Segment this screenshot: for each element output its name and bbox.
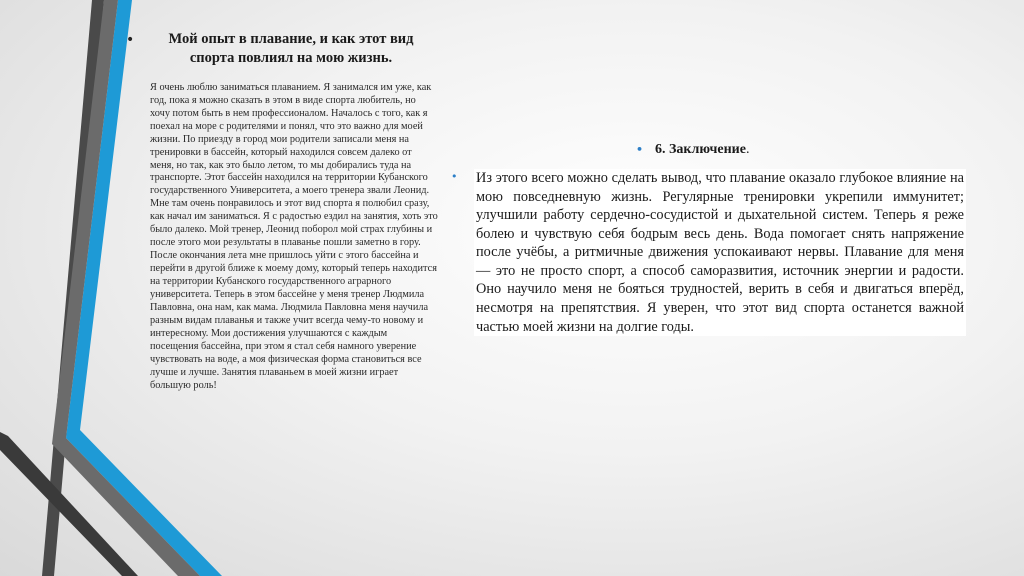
left-title: Мой опыт в плавание, и как этот вид спорта повлиял на мою жизнь.	[168, 31, 414, 66]
left-body-text: Я очень люблю заниматься плаванием. Я занимался им уже, как год, пока я можно сказать в этом в виде спорта любитель, но хочу потом быть в нем профессионалом. Началось с того, как я поехал на море с родителями и понял, что это важно для моей жизни. По приезду в город мои родители записали меня на тренировки в бассейн, который находился совсем далеко от меня, но так, как это было летом, то мы добирались туда на транспорте. Этот бассейн находился на территории Кубанского государственного Университета, а моего тренера звали Леонид. Мне там очень понравилось и этот вид спорта я полюбил сразу, как начал им заниматься. Я с радостью ездил на занятия, хоть это было далеко. Мой тренер, Леонид поборол мой страх глубины и после этого мои результаты в плаванье пошли заметно в гору. После окончания лета мне пришлось уйти с этого бассейна и перейти в другой ближе к моему дому, который теперь находится на территории Кубанского государственного аграрного университета. Теперь в этом бассейне у меня тренер Людмила Павловна, она нам, как мама. Людмила Павловна меня научила разным видам плаванья и также учит всегда чему-то новому и интересному. Мои достижения улучшаются с каждым посещения бассейна, при этом я стал себя намного уверение чувствовать на воде, а моя физическая форма становиться все лучше и лучше. Занятия плаваньем в моей жизни играет большую роль!	[150, 81, 438, 391]
left-bullet: •	[126, 32, 135, 48]
conclusion-heading	[636, 142, 749, 158]
heading-bullet: •	[636, 143, 644, 156]
conclusion-text: Из этого всего можно сделать вывод, что плавание оказало глубокое влияние на мою повседневную жизнь. Регулярные тренировки укрепили иммунитет; улучшили работу сердечно-сосудистой и дыхательной систем. Теперь я реже болею и чувствую себя бодрым весь день. Вода помогает снять напряжение после учёбы, а ритмичные движения успокаивают нервы. Плавание для меня — это не просто спорт, а способ саморазвития, источник энергии и радости. Оно научило меня не бояться трудностей, верить в себя и двигаться вперёд, несмотря на препятствия. Я уверен, что этот вид спорта останется важной частью моей жизни на долгие годы.	[476, 170, 964, 335]
heading-text: 6. Заключение	[655, 142, 746, 157]
heading-dot: .	[745, 142, 750, 157]
left-column	[128, 30, 438, 393]
right-bullet: •	[451, 170, 458, 183]
